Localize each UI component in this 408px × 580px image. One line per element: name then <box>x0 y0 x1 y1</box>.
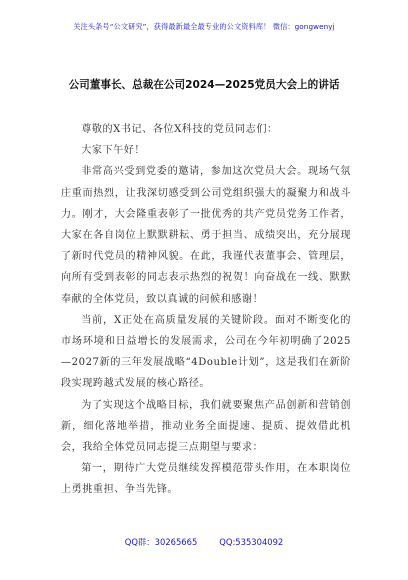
footer-contact <box>0 536 408 548</box>
salutation-paragraph: 尊敬的X书记、各位X科技的党员同志们： <box>81 124 278 135</box>
footer-qq-group: QQ群：30265665 <box>124 537 198 547</box>
document-title: 公司董事长、总裁在公司2024—2025党员大会上的讲话 <box>68 79 340 91</box>
body-paragraph: 第一，期待广大党员继续发挥模范带头作用，在本职岗位上勇挑重担、争当先锋。 <box>61 463 351 496</box>
footer-qq-number: QQ:535304092 <box>219 537 284 547</box>
greeting-paragraph: 大家下午好！ <box>81 145 146 157</box>
document-body <box>61 119 351 501</box>
header-note: 关注头条号“公文研究”，获得最新最全最专业的公文资料库！ 微信：gongwenyj <box>73 22 335 31</box>
body-paragraph: 为了实现这个战略目标，我们就要聚焦产品创新和营销创新，细化落地举措，推动业务全面提速、提质、提效借此机会，我给全体党员同志提三点期望与要求： <box>61 399 351 454</box>
body-paragraph: 当前，X正处在高质量发展的关键阶段。面对不断变化的市场环境和日益增长的发展需求，公司在今年初明确了2025—2027新的三年发展战略“4Double计划”，这是我们在新阶段实现跨越式发展的核心路径。 <box>61 314 351 390</box>
body-paragraph: 非常高兴受到党委的邀请，参加这次党员大会。现场气氛庄重而热烈，让我深切感受到公司党组织强大的凝聚力和战斗力。刚才，大会隆重表彰了一批优秀的共产党员党务工作者，大家在各自岗位上默默耕耘、勇于担当、成绩突出，充分展现了新时代党员的精神风貌。在此，我谨代表董事会、管理层，向所有受到表彰的同志表示热烈的祝贺！向奋战在一线、默默奉献的全体党员，致以真诚的问候和感谢！ <box>61 166 351 305</box>
